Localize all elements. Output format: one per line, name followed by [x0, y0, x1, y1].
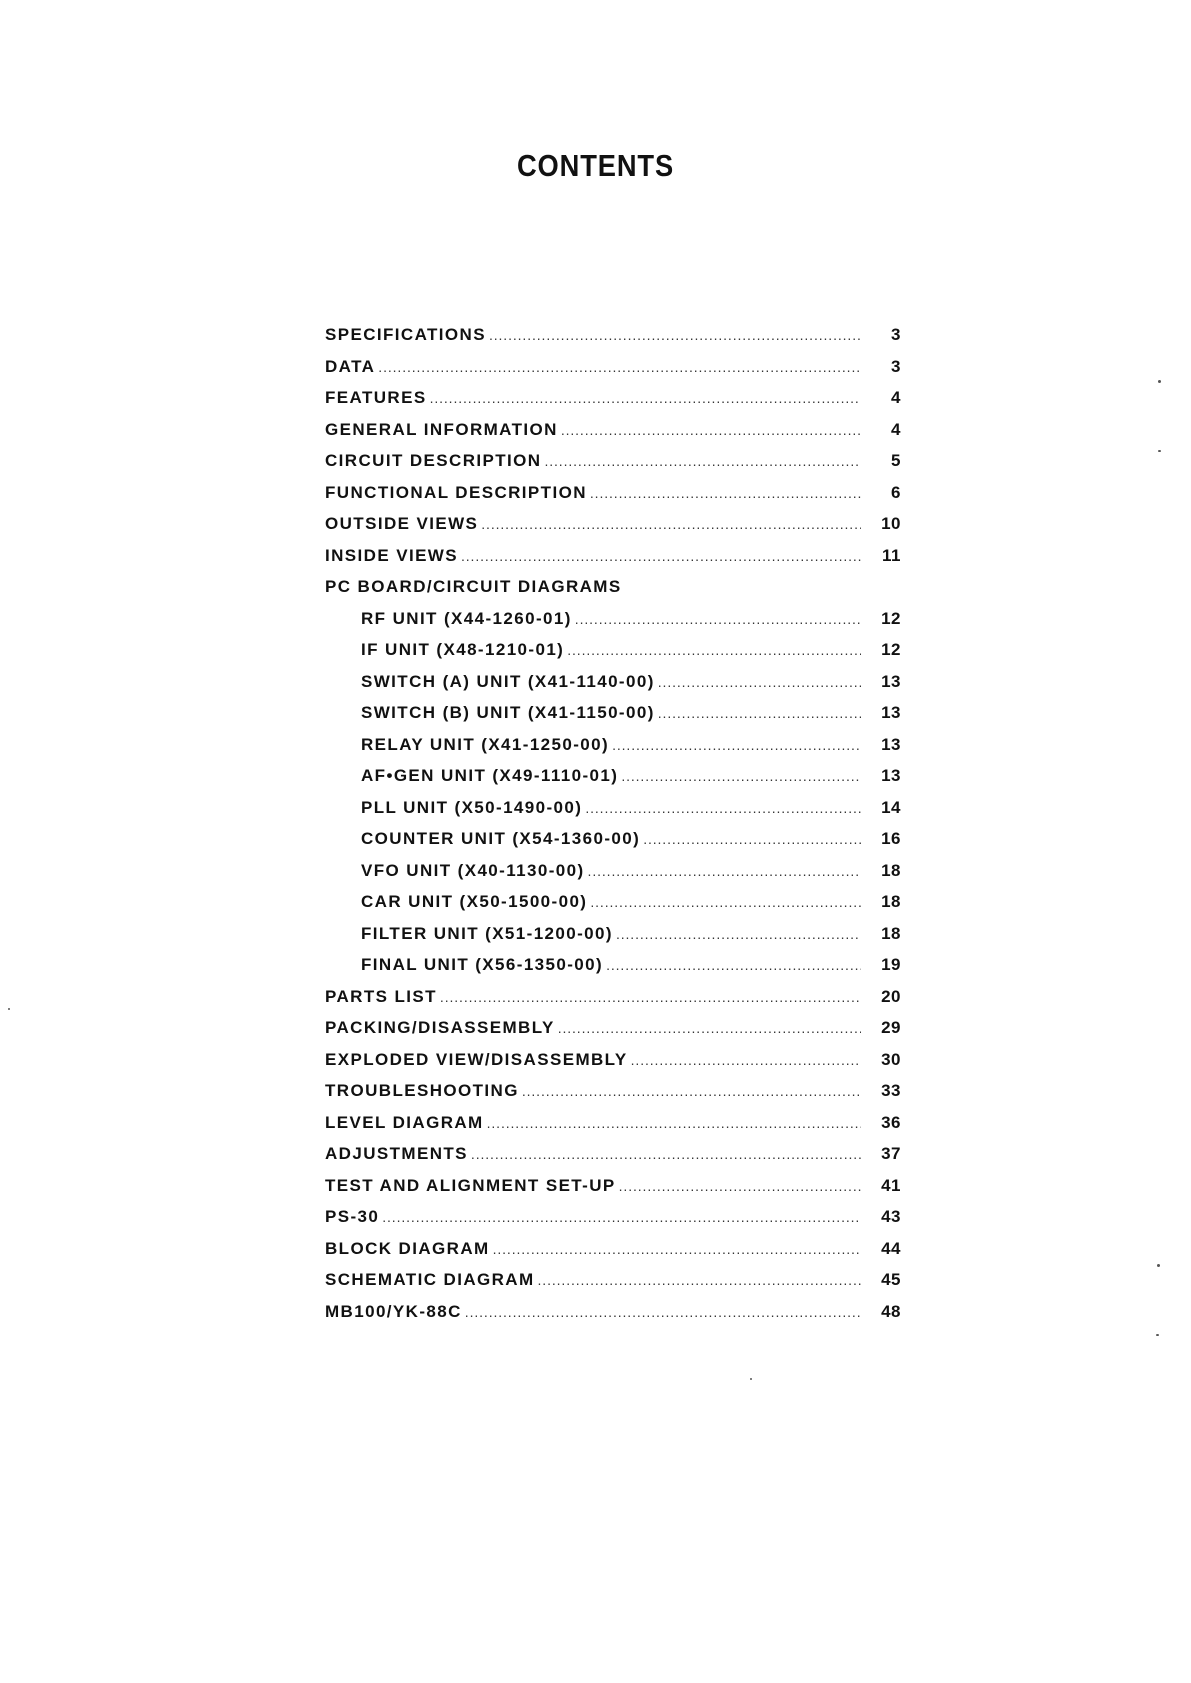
toc-entry-label: IF UNIT (X48-1210-01): [361, 640, 565, 659]
toc-entry: [325, 1239, 901, 1271]
toc-entry-label: FUNCTIONAL DESCRIPTION: [325, 482, 587, 502]
toc-entry-page: 43: [881, 1207, 901, 1226]
toc-dot-leader: [461, 548, 861, 564]
toc-entry-label: PS-30: [325, 1207, 380, 1226]
toc-entry-page: 44: [881, 1238, 901, 1258]
toc-entry: [325, 451, 901, 483]
toc-dot-leader: [558, 1020, 861, 1036]
toc-entry: [325, 1018, 901, 1050]
toc-entry-label: PLL UNIT (X50-1490-00): [361, 797, 583, 817]
toc-entry-label: CIRCUIT DESCRIPTION: [325, 451, 542, 470]
scan-speck: [8, 1008, 10, 1010]
toc-entry-label: DATA: [325, 356, 376, 376]
toc-entry-label: VFO UNIT (X40-1130-00): [361, 860, 585, 880]
toc-entry-page: 48: [881, 1301, 901, 1321]
toc-entry: [325, 766, 901, 798]
toc-entry-label: SWITCH (B) UNIT (X41-1150-00): [361, 703, 655, 722]
toc-dot-leader: [561, 422, 861, 438]
toc-entry: [325, 514, 901, 546]
toc-dot-leader: [538, 1272, 861, 1288]
toc-dot-leader: [382, 1209, 861, 1225]
toc-entry-page: 19: [881, 955, 901, 974]
toc-entry: [325, 735, 901, 767]
toc-entry-page: 18: [881, 860, 901, 880]
toc-entry-label: EXPLODED VIEW/DISASSEMBLY: [325, 1049, 628, 1069]
scan-speck: [1157, 1264, 1160, 1267]
toc-entry-label: LEVEL DIAGRAM: [325, 1112, 484, 1132]
toc-entry: [325, 1270, 901, 1302]
toc-entry: [325, 1050, 901, 1082]
toc-entry-page: 36: [881, 1112, 901, 1132]
toc-dot-leader: [606, 957, 861, 973]
toc-dot-leader: [612, 737, 861, 753]
toc-entry: [325, 546, 901, 578]
toc-entry-label: OUTSIDE VIEWS: [325, 514, 479, 533]
toc-entry: [325, 420, 901, 452]
toc-dot-leader: [588, 863, 861, 879]
toc-entry-label: CAR UNIT (X50-1500-00): [361, 892, 588, 911]
toc-entry-label: PACKING/DISASSEMBLY: [325, 1018, 555, 1037]
toc-entry-page: 45: [881, 1270, 901, 1289]
toc-entry-page: 12: [881, 640, 901, 659]
toc-entry-label: GENERAL INFORMATION: [325, 419, 558, 439]
toc-dot-leader: [440, 989, 861, 1005]
toc-entry-page: 20: [881, 986, 901, 1006]
scan-speck: [1156, 1334, 1159, 1336]
toc-entry: [325, 924, 901, 956]
toc-dot-leader: [544, 453, 861, 469]
toc-dot-leader: [590, 485, 861, 501]
toc-entry-label: RF UNIT (X44-1260-01): [361, 608, 572, 628]
toc-dot-leader: [567, 642, 861, 658]
toc-entry-label: FILTER UNIT (X51-1200-00): [361, 923, 613, 943]
toc-dot-leader: [585, 800, 861, 816]
toc-entry: [325, 861, 901, 893]
toc-entry: [325, 829, 901, 861]
toc-entry: [325, 703, 901, 735]
toc-entry-page: 4: [891, 419, 901, 439]
toc-entry: [325, 798, 901, 830]
toc-dot-leader: [489, 327, 861, 343]
toc-entry: [325, 672, 901, 704]
toc-entry-label: TEST AND ALIGNMENT SET-UP: [325, 1175, 616, 1195]
toc-entry-label: MB100/YK-88C: [325, 1301, 462, 1321]
toc-dot-leader: [487, 1115, 861, 1131]
toc-entry-label: PC BOARD/CIRCUIT DIAGRAMS: [325, 577, 622, 596]
toc-entry-page: 11: [882, 545, 901, 565]
toc-entry: [325, 640, 901, 672]
toc-entry-page: 5: [891, 451, 901, 470]
toc-entry-page: 13: [881, 734, 901, 754]
toc-dot-leader: [631, 1052, 861, 1068]
toc-entry-page: 29: [881, 1018, 901, 1037]
toc-entry-page: 13: [881, 766, 901, 785]
toc-dot-leader: [658, 674, 861, 690]
toc-entry-page: 30: [881, 1049, 901, 1069]
toc-entry: [325, 357, 901, 389]
toc-dot-leader: [621, 768, 861, 784]
toc-entry: [325, 892, 901, 924]
toc-entry: [325, 577, 901, 609]
toc-entry-label: AF•GEN UNIT (X49-1110-01): [361, 766, 619, 785]
table-of-contents: [325, 325, 901, 1333]
toc-dot-leader: [616, 926, 861, 942]
toc-entry: [325, 1302, 901, 1334]
scan-speck: [1158, 450, 1161, 452]
toc-dot-leader: [430, 390, 861, 406]
toc-entry: [325, 1113, 901, 1145]
toc-entry-page: 3: [891, 325, 901, 344]
scan-speck: [750, 1378, 752, 1380]
toc-entry-page: 18: [881, 892, 901, 911]
toc-entry-label: TROUBLESHOOTING: [325, 1081, 519, 1100]
toc-dot-leader: [493, 1241, 861, 1257]
page-title: CONTENTS: [516, 148, 675, 183]
toc-entry: [325, 388, 901, 420]
toc-entry-label: FINAL UNIT (X56-1350-00): [361, 955, 604, 974]
toc-entry-label: INSIDE VIEWS: [325, 545, 458, 565]
toc-dot-leader: [481, 516, 861, 532]
toc-dot-leader: [378, 359, 861, 375]
toc-entry: [325, 325, 901, 357]
toc-entry-label: RELAY UNIT (X41-1250-00): [361, 734, 610, 754]
toc-entry-page: 12: [881, 608, 901, 628]
toc-dot-leader: [575, 611, 861, 627]
toc-dot-leader: [471, 1146, 861, 1162]
toc-entry-page: 14: [881, 797, 901, 817]
toc-entry-label: COUNTER UNIT (X54-1360-00): [361, 829, 641, 848]
scan-speck: [1158, 380, 1161, 383]
toc-entry-label: SCHEMATIC DIAGRAM: [325, 1270, 535, 1289]
toc-entry: [325, 987, 901, 1019]
toc-dot-leader: [465, 1304, 861, 1320]
toc-dot-leader: [590, 894, 861, 910]
toc-entry-page: 6: [891, 482, 901, 502]
toc-entry-page: 3: [891, 356, 901, 376]
toc-entry-label: FEATURES: [325, 388, 427, 407]
toc-dot-leader: [619, 1178, 861, 1194]
toc-entry-page: 33: [881, 1081, 901, 1100]
toc-entry-label: BLOCK DIAGRAM: [325, 1238, 490, 1258]
toc-entry-label: SWITCH (A) UNIT (X41-1140-00): [361, 671, 655, 691]
toc-dot-leader: [522, 1083, 861, 1099]
toc-entry: [325, 1207, 901, 1239]
toc-entry-page: 37: [881, 1144, 901, 1163]
toc-entry-page: 41: [881, 1175, 901, 1195]
toc-entry: [325, 1144, 901, 1176]
toc-entry-page: 18: [881, 923, 901, 943]
toc-entry-label: SPECIFICATIONS: [325, 325, 486, 344]
toc-entry: [325, 1081, 901, 1113]
toc-entry-page: 13: [881, 703, 901, 722]
toc-entry-label: ADJUSTMENTS: [325, 1144, 468, 1163]
toc-entry-page: 4: [891, 388, 901, 407]
toc-dot-leader: [658, 705, 861, 721]
toc-entry-page: 10: [881, 514, 901, 533]
toc-entry-page: 16: [881, 829, 901, 848]
toc-entry: [325, 609, 901, 641]
toc-entry: [325, 1176, 901, 1208]
toc-entry: [325, 955, 901, 987]
toc-entry-label: PARTS LIST: [325, 986, 437, 1006]
toc-dot-leader: [643, 831, 861, 847]
toc-entry: [325, 483, 901, 515]
toc-entry-page: 13: [881, 671, 901, 691]
